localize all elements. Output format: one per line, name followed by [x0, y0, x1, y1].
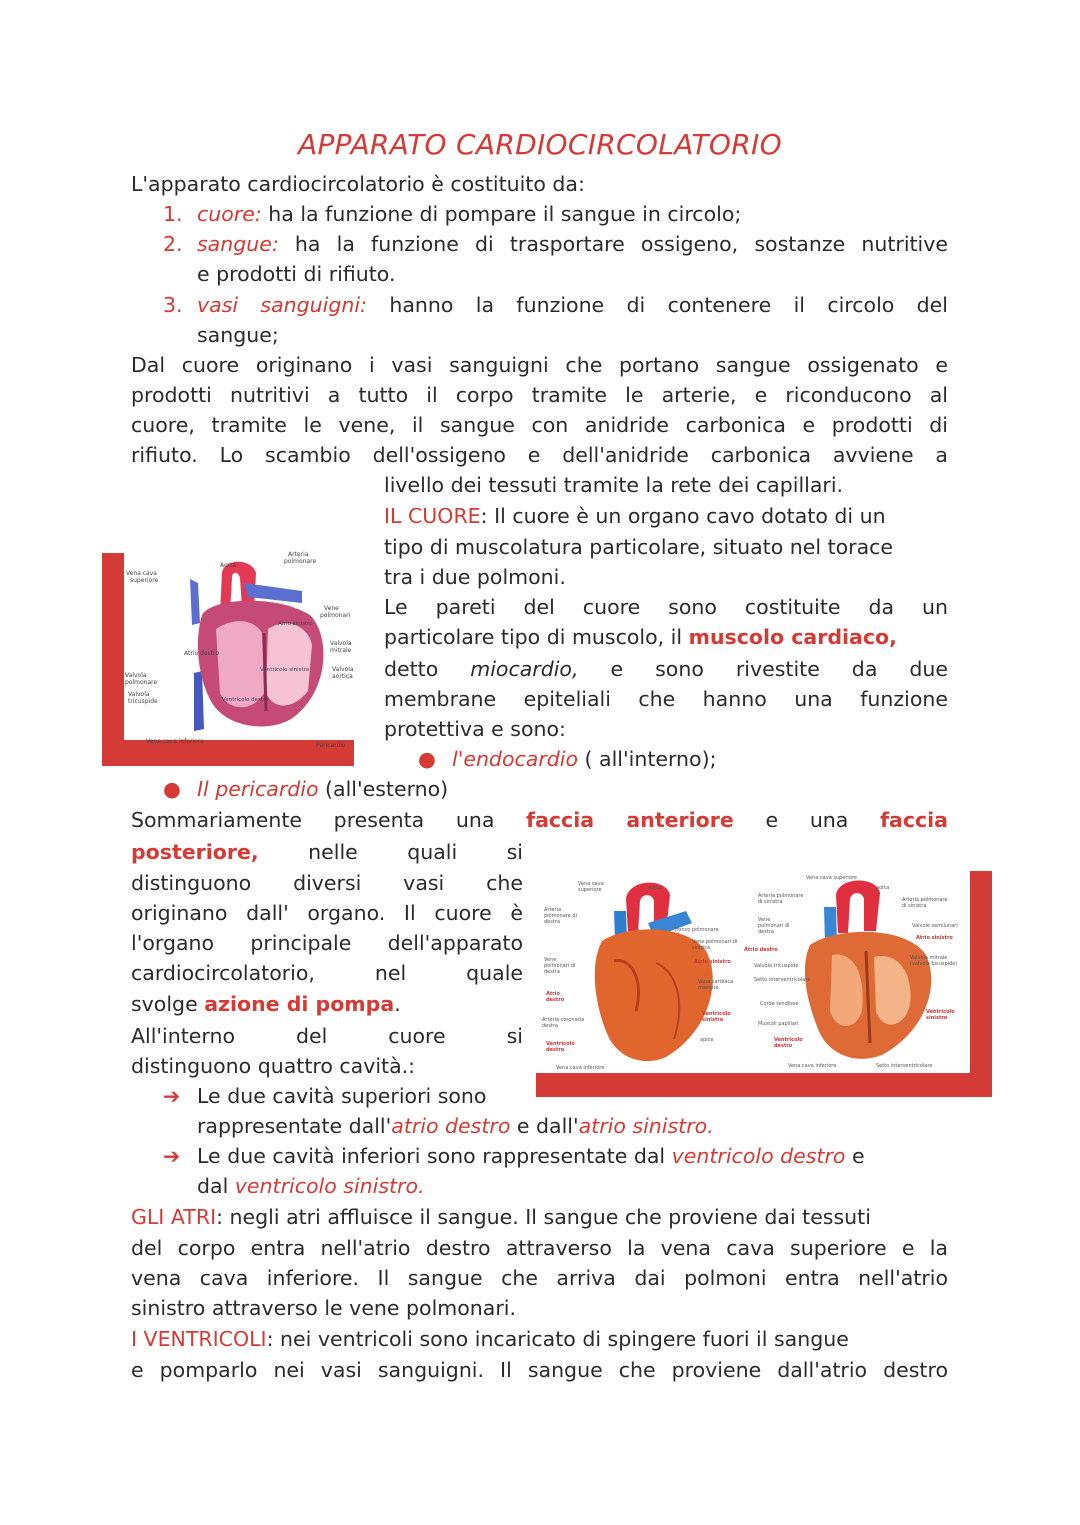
svg-text:Valvola tricuspide: Valvola tricuspide	[754, 963, 799, 969]
svg-text:di sinistra: di sinistra	[758, 899, 783, 905]
svg-text:Arteria coronaria: Arteria coronaria	[542, 1017, 585, 1023]
cavita-item	[163, 1081, 486, 1111]
svg-text:tricuspide: tricuspide	[128, 698, 158, 705]
facce-text: e una	[733, 808, 881, 832]
cuore-text: detto	[384, 657, 471, 681]
svg-text:apice: apice	[700, 1037, 714, 1043]
bullet-dot-icon: ●	[163, 777, 181, 801]
svg-text:Vene: Vene	[544, 957, 557, 963]
list-text: ha la funzione di trasportare ossigeno, sostanze nutritive	[278, 232, 948, 256]
heart-anatomy-frame	[536, 871, 992, 1097]
svg-text:Atrio: Atrio	[546, 991, 560, 997]
term-posteriore: posteriore,	[131, 840, 259, 864]
paragraph-line: prodotti nutritivi a tutto il corpo tramite le arterie, e riconducono al	[131, 383, 948, 407]
svg-text:Vena cava inferiore: Vena cava inferiore	[146, 738, 204, 745]
bullet-text: (all'esterno)	[318, 777, 449, 801]
term-ventricolo-sinistro: ventricolo sinistro.	[234, 1174, 425, 1198]
svg-text:Vene: Vene	[758, 917, 771, 923]
term-faccia-anteriore: faccia anteriore	[526, 808, 734, 832]
svg-text:polmonari di: polmonari di	[544, 963, 576, 969]
svg-text:Vena cava: Vena cava	[126, 570, 157, 577]
svg-text:Arteria polmonare: Arteria polmonare	[902, 897, 948, 903]
list-text: ha la funzione di pompare il sangue in circolo;	[261, 202, 742, 226]
svg-text:Valvola: Valvola	[330, 640, 352, 647]
cuore-line: tra i due polmoni.	[384, 565, 566, 589]
svg-text:Aorta: Aorta	[220, 562, 237, 569]
facce-line: cardiocircolatorio, nel quale	[131, 961, 523, 985]
paragraph-line: livello dei tessuti tramite la rete dei capillari.	[384, 473, 844, 497]
list-term: cuore:	[197, 202, 262, 226]
svg-text:Setto interventricolare: Setto interventricolare	[754, 977, 811, 983]
svg-text:mitrale: mitrale	[330, 647, 352, 654]
svg-text:sinistro: sinistro	[702, 1017, 724, 1023]
cuore-line: membrane epiteliali che hanno una funzione	[384, 687, 948, 711]
facce-text: Sommariamente presenta una	[131, 808, 527, 832]
svg-text:Ventricolo: Ventricolo	[774, 1037, 803, 1043]
svg-text:destra: destra	[542, 1023, 558, 1029]
list-item	[163, 229, 948, 259]
svg-text:polmonari di: polmonari di	[758, 923, 790, 929]
svg-text:destra: destra	[544, 919, 560, 925]
svg-text:Valvole semilunari: Valvole semilunari	[912, 923, 958, 929]
svg-text:destro: destro	[774, 1043, 793, 1049]
bullet-dot-icon: ●	[418, 747, 436, 771]
section-heading-atri: GLI ATRI	[131, 1205, 217, 1229]
term-miocardio: miocardio,	[470, 657, 579, 681]
cuore-line: Le pareti del cuore sono costituite da un	[384, 595, 948, 619]
svg-text:Vena cava superiore: Vena cava superiore	[806, 875, 857, 881]
ventricoli-text: : nei ventricoli sono incaricato di spingere fuori il sangue	[266, 1327, 849, 1351]
svg-text:Pericardio: Pericardio	[316, 742, 346, 749]
heart-anatomy-diagram	[536, 871, 970, 1073]
term-ventricolo-destro: ventricolo destro	[671, 1144, 846, 1168]
svg-text:destro: destro	[546, 997, 565, 1003]
bullet-item	[418, 744, 716, 774]
svg-text:sinistra: sinistra	[692, 945, 711, 951]
heart-diagram-frame	[102, 553, 354, 766]
list-item	[163, 199, 741, 229]
cavita-continuation	[197, 1171, 425, 1201]
term-faccia: faccia	[880, 808, 949, 832]
term-endocardio: l'endocardio	[452, 747, 579, 771]
svg-text:polmonari: polmonari	[320, 612, 351, 619]
list-item	[163, 290, 948, 320]
term-azione-di-pompa: azione di pompa	[204, 992, 395, 1016]
facce-line	[131, 837, 523, 867]
atri-line: vena cava inferiore. Il sangue che arriva dai polmoni entra nell'atrio	[131, 1266, 948, 1290]
paragraph-line: rifiuto. Lo scambio dell'ossigeno e dell'anidride carbonica avviene a	[131, 443, 948, 467]
svg-text:Arteria: Arteria	[288, 551, 309, 558]
cuore-line: protettiva e sono:	[384, 717, 566, 741]
svg-text:Valvola: Valvola	[125, 672, 147, 679]
svg-text:Corde tendinee: Corde tendinee	[760, 1001, 799, 1007]
paragraph-line: cuore, tramite le vene, il sangue con anidride carbonica e prodotti di	[131, 413, 948, 437]
svg-text:Atrio destro: Atrio destro	[744, 947, 778, 953]
svg-text:Atrio sinistro: Atrio sinistro	[278, 621, 313, 627]
cuore-line	[384, 654, 948, 684]
cavita-item	[163, 1141, 865, 1171]
cuore-line: tipo di muscolatura particolare, situato nel torace	[384, 535, 894, 559]
facce-line: originano dall' organo. Il cuore è	[131, 901, 523, 925]
svg-text:Arteria polmonare: Arteria polmonare	[758, 893, 804, 899]
intro-line: L'apparato cardiocircolatorio è costituito da:	[131, 172, 585, 196]
term-atrio-destro: atrio destro	[391, 1114, 511, 1138]
cuore-line	[384, 622, 897, 652]
svg-text:polmonare: polmonare	[125, 679, 158, 686]
svg-text:(valvola bicuspide): (valvola bicuspide)	[910, 961, 958, 967]
svg-text:Vena cava inferiore: Vena cava inferiore	[788, 1063, 837, 1069]
svg-text:destra: destra	[758, 929, 774, 935]
atri-text: : negli atri affluisce il sangue. Il sangue che proviene dai tessuti	[216, 1205, 871, 1229]
facce-text: svolge	[131, 992, 205, 1016]
arrow-right-icon: ➔	[163, 1084, 181, 1108]
bullet-text: ( all'interno);	[578, 747, 717, 771]
cavita-text: Le due cavità inferiori sono rappresentate dal	[197, 1144, 672, 1168]
cuore-line	[384, 501, 886, 531]
svg-text:aortica: aortica	[332, 673, 353, 680]
svg-text:destra: destra	[544, 969, 560, 975]
svg-text:superiore: superiore	[578, 887, 602, 893]
cavita-text: rappresentate dall'	[197, 1114, 392, 1138]
facce-line: All'interno del cuore si	[131, 1024, 523, 1048]
svg-text:aorta: aorta	[648, 885, 662, 891]
svg-text:Vena cava: Vena cava	[578, 881, 604, 887]
svg-text:Vene polmonari di: Vene polmonari di	[692, 939, 738, 945]
facce-line	[131, 805, 948, 835]
list-number: 2.	[163, 232, 183, 256]
svg-text:Ventricolo: Ventricolo	[546, 1041, 575, 1047]
svg-text:Vena cava inferiore: Vena cava inferiore	[556, 1065, 605, 1071]
svg-text:polmonare di: polmonare di	[544, 913, 577, 919]
svg-text:Valvola mitrale: Valvola mitrale	[910, 955, 948, 961]
svg-text:di sinistra: di sinistra	[902, 903, 927, 909]
page-title: APPARATO CARDIOCIRCOLATORIO	[298, 128, 782, 161]
svg-text:Ventricolo: Ventricolo	[926, 1009, 955, 1015]
term-atrio-sinistro: atrio sinistro.	[578, 1114, 714, 1138]
svg-text:Arteria: Arteria	[544, 907, 562, 913]
svg-text:Ventricolo destro: Ventricolo destro	[222, 697, 269, 703]
heart-diagram	[124, 551, 354, 749]
cavita-text: e	[845, 1144, 865, 1168]
atri-line: del corpo entra nell'atrio destro attraverso la vena cava superiore e la	[131, 1236, 948, 1260]
list-number: 3.	[163, 293, 183, 317]
cavita-text: e dall'	[510, 1114, 579, 1138]
svg-text:Vena cardiaca: Vena cardiaca	[698, 979, 734, 985]
list-continuation: e prodotti di rifiuto.	[197, 262, 396, 286]
svg-text:Ventricolo sinistro: Ventricolo sinistro	[260, 667, 310, 673]
svg-text:Vene: Vene	[324, 605, 339, 612]
svg-text:polmonare: polmonare	[284, 558, 317, 565]
svg-text:Ventricolo: Ventricolo	[702, 1011, 731, 1017]
svg-text:destro: destro	[546, 1047, 565, 1053]
ventricoli-line: e pomparlo nei vasi sanguigni. Il sangue che proviene dall'atrio destro	[131, 1358, 948, 1382]
svg-text:Atrio sinistro: Atrio sinistro	[694, 959, 731, 965]
svg-text:Setto interventricolare: Setto interventricolare	[876, 1063, 933, 1069]
term-pericardio: Il pericardio	[197, 777, 319, 801]
cuore-text: : Il cuore è un organo cavo dotato di un	[480, 504, 886, 528]
facce-text: nelle quali si	[258, 840, 523, 864]
facce-text: .	[394, 992, 401, 1016]
ventricoli-line	[131, 1324, 849, 1354]
cavita-text: Le due cavità superiori sono	[197, 1084, 487, 1108]
cavita-text: dal	[197, 1174, 235, 1198]
list-text: hanno la funzione di contenere il circolo del	[366, 293, 948, 317]
term-muscolo-cardiaco: muscolo cardiaco,	[688, 625, 897, 649]
paragraph-line: Dal cuore originano i vasi sanguigni che portano sangue ossigenato e	[131, 353, 948, 377]
facce-line	[131, 989, 401, 1019]
atri-line: sinistro attraverso le vene polmonari.	[131, 1296, 517, 1320]
facce-line: distinguono quattro cavità.:	[131, 1054, 416, 1078]
section-heading-ventricoli: I VENTRICOLI	[131, 1327, 267, 1351]
facce-line: distinguono diversi vasi che	[131, 871, 523, 895]
cuore-text: e sono rivestite da due	[578, 657, 948, 681]
cuore-text: particolare tipo di muscolo, il	[384, 625, 689, 649]
svg-text:sinistro: sinistro	[926, 1015, 948, 1021]
facce-line: l'organo principale dell'apparato	[131, 931, 523, 955]
atri-line	[131, 1202, 871, 1232]
svg-text:Valvola: Valvola	[332, 666, 354, 673]
bullet-item	[163, 774, 448, 804]
list-term: sangue:	[197, 232, 279, 256]
cavita-continuation	[197, 1111, 714, 1141]
svg-text:superiore: superiore	[130, 577, 159, 584]
section-heading-cuore: IL CUORE	[384, 504, 481, 528]
svg-text:Tronco polmonare: Tronco polmonare	[674, 927, 719, 933]
arrow-right-icon: ➔	[163, 1144, 181, 1168]
list-term: vasi sanguigni:	[197, 293, 367, 317]
list-continuation: sangue;	[197, 323, 279, 347]
svg-text:Muscoli papillari: Muscoli papillari	[758, 1021, 799, 1027]
list-number: 1.	[163, 202, 183, 226]
svg-text:maestra: maestra	[698, 985, 719, 991]
svg-text:aorta: aorta	[876, 885, 890, 891]
svg-text:Atrio destro: Atrio destro	[184, 650, 220, 657]
svg-text:Atrio sinistro: Atrio sinistro	[916, 935, 953, 941]
svg-text:Valvola: Valvola	[128, 691, 150, 698]
